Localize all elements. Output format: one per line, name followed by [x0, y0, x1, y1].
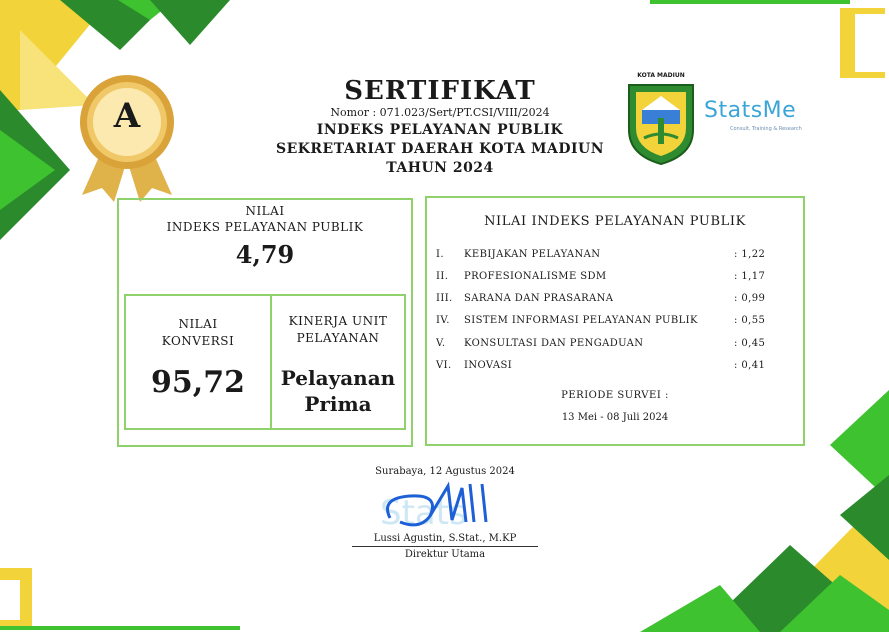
bottom-green-line — [0, 626, 240, 630]
header-line-2: SEKRETARIAT DAERAH KOTA MADIUN — [275, 141, 605, 157]
kinerja-label-1: KINERJA UNIT — [288, 314, 388, 328]
konversi-label-1: NILAI — [178, 317, 218, 331]
kinerja-value-2: Prima — [304, 392, 372, 416]
signer-name: Lussi Agustin, S.Stat., M.KP — [373, 533, 517, 544]
signature-line — [352, 546, 538, 547]
kota-madiun-label: KOTA MADIUN — [637, 72, 685, 79]
periode-value: 13 Mei - 08 Juli 2024 — [561, 412, 669, 423]
top-right-decoration — [650, 0, 889, 80]
ipp-value: 4,79 — [235, 240, 295, 269]
kinerja-label-2: PELAYANAN — [296, 331, 380, 345]
statsme-tagline: Consult, Training & Research — [730, 126, 802, 132]
konversi-box — [124, 294, 272, 430]
list-item: V. KONSULTASI DAN PENGADUAN : 0,45 — [436, 338, 766, 349]
kota-madiun-emblem-icon — [624, 80, 698, 166]
certificate-title: SERTIFIKAT — [344, 76, 536, 106]
list-item: IV. SISTEM INFORMASI PELAYANAN PUBLIK : 0,55 — [436, 315, 766, 326]
list-item: VI. INOVASI : 0,41 — [436, 360, 766, 371]
list-item: I. KEBIJAKAN PELAYANAN : 1,22 — [436, 249, 766, 260]
header-line-3: TAHUN 2024 — [386, 160, 494, 176]
certificate-number: Nomor : 071.023/Sert/PT.CSI/VIII/2024 — [330, 106, 550, 119]
signature-mark — [370, 478, 540, 538]
breakdown-title: NILAI INDEKS PELAYANAN PUBLIK — [484, 214, 746, 229]
signer-role: Direktur Utama — [404, 549, 486, 560]
medal-grade: A — [113, 96, 141, 136]
konversi-label-2: KONVERSI — [161, 334, 235, 348]
konversi-value: 95,72 — [151, 365, 245, 400]
periode-label: PERIODE SURVEI : — [561, 390, 669, 401]
kinerja-value-1: Pelayanan — [280, 366, 396, 390]
svg-text:Stats: Stats — [380, 493, 467, 533]
bottom-left-decoration — [0, 560, 60, 632]
list-item: II. PROFESIONALISME SDM : 1,17 — [436, 271, 766, 282]
medal-icon — [72, 70, 182, 205]
ipp-label: INDEKS PELAYANAN PUBLIK — [166, 220, 364, 234]
nilai-label: NILAI — [245, 204, 285, 218]
list-item: III. SARANA DAN PRASARANA : 0,99 — [436, 293, 766, 304]
statsme-logo: StatsMe — [704, 98, 797, 123]
header-line-1: INDEKS PELAYANAN PUBLIK — [316, 122, 564, 138]
place-date: Surabaya, 12 Agustus 2024 — [375, 466, 515, 477]
